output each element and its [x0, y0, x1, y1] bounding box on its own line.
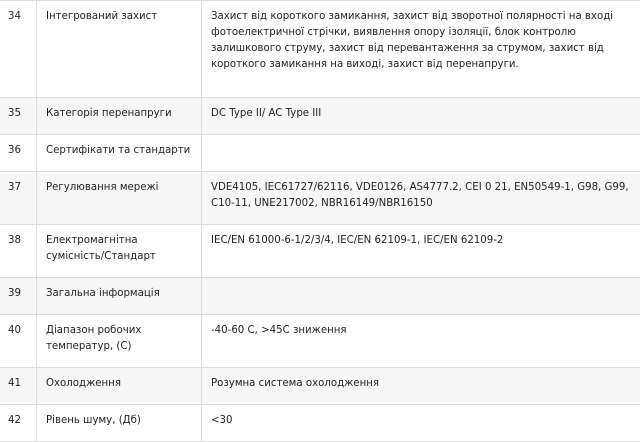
- table-row: [0, 172, 640, 225]
- row-number: 39: [0, 278, 37, 315]
- param-value: Захист від короткого замикання, захист від зворотної полярності на вході фотоелектричної стрічки, виявлення опору ізоляції, блок контролю залишкового струму, захист від перевантаження за струмом, захист від короткого замикання на виході, захист від перенапруги.: [202, 1, 640, 98]
- param-name: Категорія перенапруги: [37, 98, 202, 135]
- param-value: [202, 278, 640, 315]
- table-row: [0, 368, 640, 405]
- param-name: Сертифікати та стандарти: [37, 135, 202, 172]
- param-value: <30: [202, 405, 640, 442]
- table-row: [0, 278, 640, 315]
- param-name: Охолодження: [37, 368, 202, 405]
- param-value: [202, 135, 640, 172]
- row-number: 37: [0, 172, 37, 225]
- row-number: 42: [0, 405, 37, 442]
- param-name: Інтегрований захист: [37, 1, 202, 98]
- row-number: 38: [0, 225, 37, 278]
- table-row: [0, 315, 640, 368]
- table-row: [0, 405, 640, 442]
- param-name: Рівень шуму, (Дб): [37, 405, 202, 442]
- param-value: VDE4105, IEC61727/62116, VDE0126, AS4777.2, CEI 0 21, EN50549-1, G98, G99, C10-11, UNE217002, NBR16149/NBR16150: [202, 172, 640, 225]
- row-number: 35: [0, 98, 37, 135]
- row-number: 40: [0, 315, 37, 368]
- param-name: Електромагнітна сумісність/Стандарт: [37, 225, 202, 278]
- param-value: IEC/EN 61000-6-1/2/3/4, IEC/EN 62109-1, IEC/EN 62109-2: [202, 225, 640, 278]
- row-number: 34: [0, 1, 37, 98]
- row-number: 36: [0, 135, 37, 172]
- row-number: 41: [0, 368, 37, 405]
- param-name: Діапазон робочих температур, (С): [37, 315, 202, 368]
- param-value: DC Type II/ AC Type III: [202, 98, 640, 135]
- param-value: Розумна система охолодження: [202, 368, 640, 405]
- table-row: [0, 1, 640, 98]
- param-value: -40-60 С, >45С зниження: [202, 315, 640, 368]
- table-row: [0, 135, 640, 172]
- param-name: Загальна інформація: [37, 278, 202, 315]
- table-row: [0, 225, 640, 278]
- table-row: [0, 98, 640, 135]
- param-name: Регулювання мережі: [37, 172, 202, 225]
